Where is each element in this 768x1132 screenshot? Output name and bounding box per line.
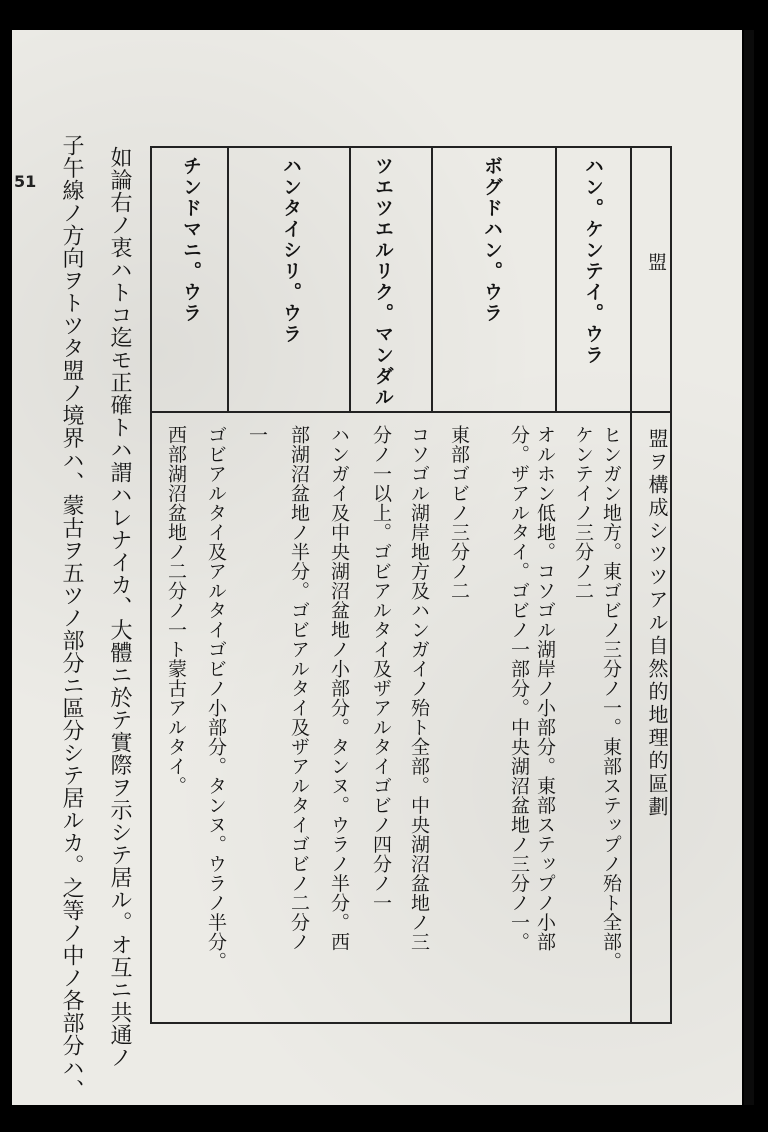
header-left: 盟ヲ構成シツツアル自然的地理的區劃 [645, 428, 669, 819]
row-name: ツエツエルリク。マンダル [372, 156, 394, 408]
cell-text: 部湖沼盆地ノ半分。ゴビアルタイ及ザアルタイゴビノ二分ノ [287, 425, 310, 952]
cell-text: オルホン低地。コソゴル湖岸ノ小部分。東部ステップノ小部 [533, 425, 556, 952]
cell-text: ゴビアルタイ及アルタイゴビノ小部分。タンヌ。ウラノ半分。 [204, 425, 227, 971]
cell-text: 東部ゴビノ三分ノ二 [447, 425, 470, 601]
cell-text: 西部湖沼盆地ノ二分ノ一ト蒙古アルタイ。 [164, 425, 187, 796]
column-divider [630, 146, 632, 1022]
cell-text: 分。ザアルタイ。ゴビノ一部分。中央湖沼盆地ノ三分ノ一。 [507, 425, 530, 952]
header-divider [150, 411, 670, 413]
column-divider [227, 146, 229, 411]
cell-text: ヒンガン地方。東ゴビノ三分ノ一。東部ステップノ殆ト全部。 [599, 425, 622, 971]
cell-text: ハンガイ及中央湖沼盆地ノ小部分。タンヌ。ウラノ半分。西 [327, 425, 350, 952]
row-name: ボグドハン。ウラ [481, 156, 503, 324]
table-border-left [150, 146, 152, 1022]
column-divider [431, 146, 433, 411]
table-border-top [150, 146, 672, 148]
cell-text: コソゴル湖岸地方及ハンガイノ殆ト全部。中央湖沼盆地ノ三 [407, 425, 430, 952]
row-name: ハンタイシリ。ウラ [280, 156, 302, 345]
row-name: ハン。ケンテイ。ウラ [582, 156, 604, 366]
column-divider [349, 146, 351, 411]
table-border-bottom [150, 1022, 672, 1024]
body-text-line: 如論右ノ衷ハトコ迄モ正確トハ謂ハレナイカ、大體ニ於テ實際ヲ示シテ居ル。オ互ニ共通ノ [107, 146, 132, 1069]
page-edge-shadow [744, 30, 754, 1105]
body-text-line: 子午線ノ方向ヲトツタ盟ノ境界ハ、蒙古ヲ五ツノ部分ニ區分シテ居ルカ。之等ノ中ノ各部分ハ、 [59, 134, 84, 1102]
column-divider [555, 146, 557, 411]
cell-text: 分ノ一以上。ゴビアルタイ及ザアルタイゴビノ四分ノ一 [369, 425, 392, 913]
cell-text: 一 [245, 425, 268, 445]
cell-text: ケンテイノ三分ノ二 [571, 425, 594, 601]
row-name: チンドマニ。ウラ [180, 156, 202, 324]
page-number: 51 [14, 172, 37, 191]
header-right: 盟 [645, 252, 667, 271]
